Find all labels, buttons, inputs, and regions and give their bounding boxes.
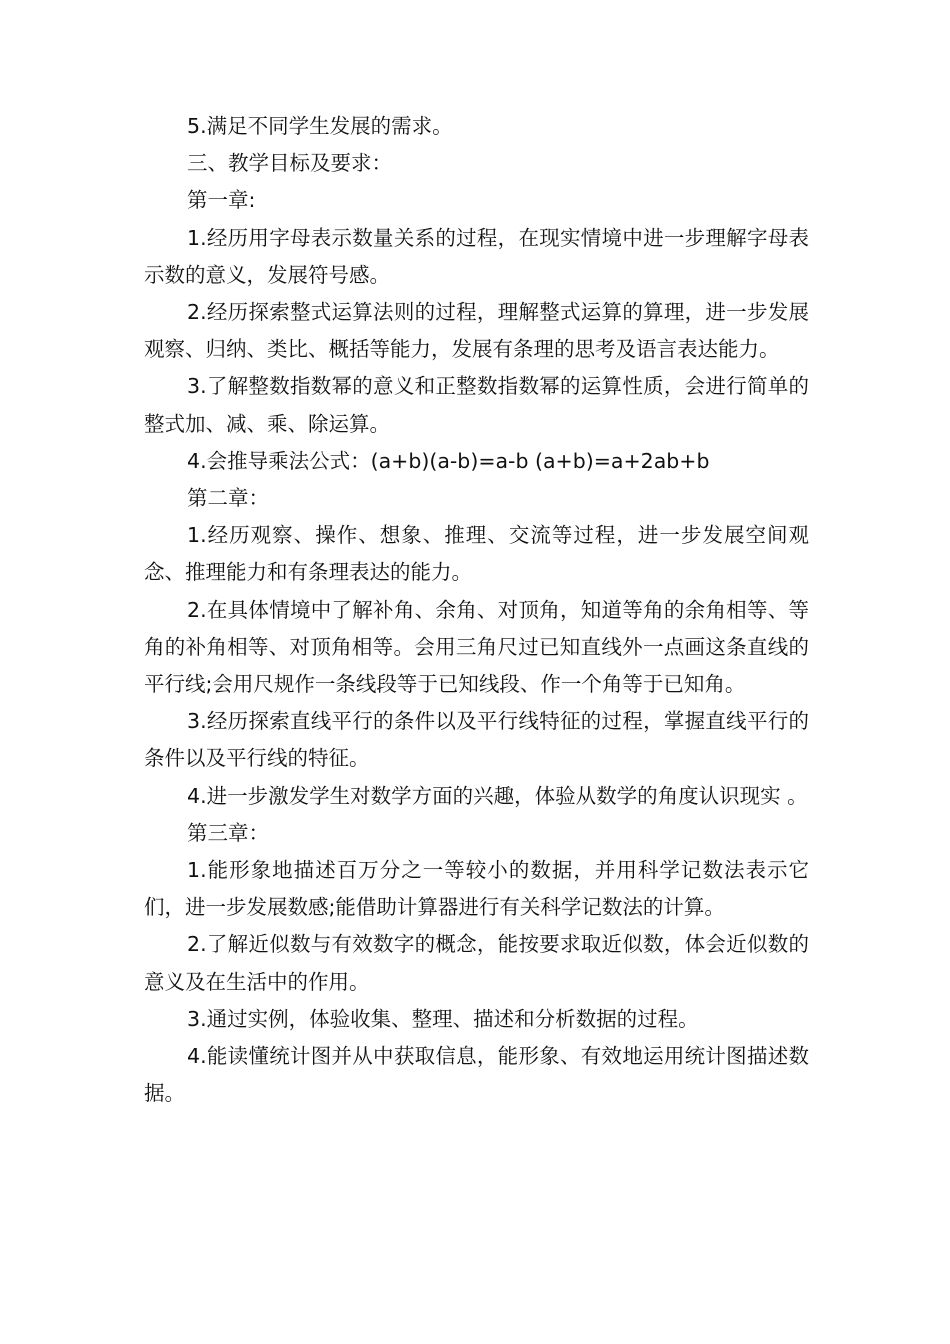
chapter-1-item-3: 3.了解整数指数幂的意义和正整数指数幂的运算性质，会进行简单的整式加、减、乘、除运算。 [144, 374, 809, 436]
document-body [144, 108, 809, 1112]
chapter-3-item-2: 2.了解近似数与有效数字的概念，能按要求取近似数，体会近似数的意义及在生活中的作用。 [144, 932, 809, 994]
chapter-3-item-4: 4.能读懂统计图并从中获取信息，能形象、有效地运用统计图描述数据。 [144, 1044, 809, 1106]
chapter-2-item-4: 4.进一步激发学生对数学方面的兴趣，体验从数学的角度认识现实 。 [187, 783, 808, 808]
chapter-1-item-2: 2.经历探索整式运算法则的过程，理解整式运算的算理，进一步发展观察、归纳、类比、概括等能力，发展有条理的思考及语言表达能力。 [144, 300, 809, 362]
chapter-1-item-1: 1.经历用字母表示数量关系的过程，在现实情境中进一步理解字母表示数的意义，发展符号感。 [144, 225, 809, 287]
chapter-2-heading: 第二章： [187, 486, 270, 511]
chapter-2-item-2: 2.在具体情境中了解补角、余角、对顶角，知道等角的余角相等、等角的补角相等、对顶角相等。会用三角尺过已知直线外一点画这条直线的平行线;会用尺规作一条线段等于已知线段、作一个角等于已知角。 [144, 597, 809, 697]
chapter-3-heading: 第三章： [187, 820, 270, 845]
chapter-3-item-3: 3.通过实例，体验收集、整理、描述和分析数据的过程。 [187, 1006, 699, 1031]
chapter-2-item-3: 3.经历探索直线平行的条件以及平行线特征的过程，掌握直线平行的条件以及平行线的特征。 [144, 709, 809, 771]
paragraph-need-item-5: 5.满足不同学生发展的需求。 [187, 114, 453, 138]
section-heading-goals: 三、教学目标及要求： [187, 151, 393, 176]
chapter-1-item-4: 4.会推导乘法公式：(a+b)(a-b)=a-b (a+b)=a+2ab+b [187, 448, 710, 473]
chapter-2-item-1: 1.经历观察、操作、想象、推理、交流等过程，进一步发展空间观念、推理能力和有条理表达的能力。 [144, 523, 809, 585]
chapter-1-heading: 第一章: [187, 188, 256, 213]
chapter-3-item-1: 1.能形象地描述百万分之一等较小的数据，并用科学记数法表示它们，进一步发展数感;能借助计算器进行有关科学记数法的计算。 [144, 858, 809, 920]
